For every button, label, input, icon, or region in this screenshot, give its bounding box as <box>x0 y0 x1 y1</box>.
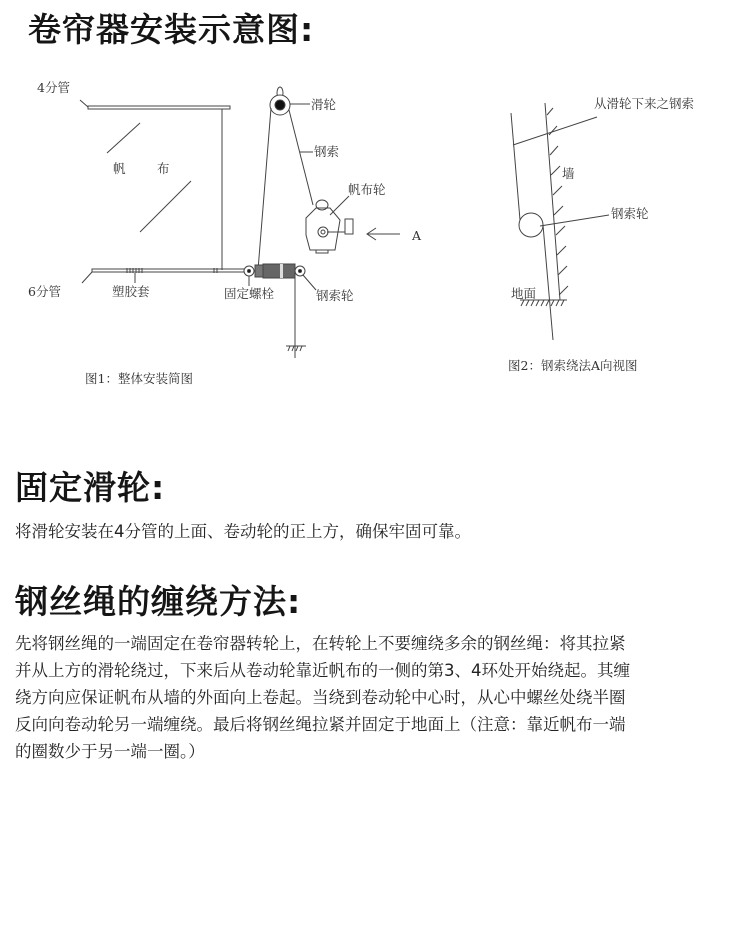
section-heading-winding-method: 钢丝绳的缠绕方法: <box>15 582 302 621</box>
body-line: 并从上方的滑轮绕过，下来后从卷动轮靠近帆布的一侧的第3、4环处开始绕起。其缠 <box>15 661 630 680</box>
figure-2-cable-winding <box>511 103 609 340</box>
section-body-winding-method <box>15 630 740 765</box>
pipe-4-leader <box>80 100 88 107</box>
direction-a-arrow-icon <box>367 228 400 240</box>
figure-1-overall-installation <box>80 87 400 358</box>
ground-hatch <box>286 346 306 351</box>
body-line: 反向向卷动轮另一端缠绕。最后将钢丝绳拉紧并固定于地面上（注意：靠近帆布一端 <box>15 715 626 734</box>
figure-2-caption: 图2：钢索绕法A向视图 <box>508 358 638 373</box>
plastic-sleeve <box>127 268 217 283</box>
label-pipe-6: 6分管 <box>28 284 61 299</box>
pipe-6-leader <box>82 272 92 283</box>
label-cable-wheel: 钢索轮 <box>611 206 649 221</box>
body-line: 的圈数少于另一端一圈。） <box>15 742 205 761</box>
canvas-hatch <box>140 181 191 232</box>
label-canvas-wheel: 帆布轮 <box>348 182 386 197</box>
installation-diagrams <box>0 0 750 400</box>
section-heading-fix-pulley: 固定滑轮: <box>15 468 166 507</box>
body-line: 先将钢丝绳的一端固定在卷帘器转轮上，在转轮上不要缠绕多余的钢丝绳：将其拉紧 <box>15 634 626 653</box>
cable-down <box>511 113 520 220</box>
label-ground: 地面 <box>511 286 537 301</box>
figure-1-caption: 图1：整体安装简图 <box>85 371 193 386</box>
pulley-icon <box>270 87 310 115</box>
label-cable-wheel: 钢索轮 <box>316 288 354 303</box>
label-fixing-bolt: 固定螺栓 <box>224 286 275 301</box>
cable-to-ground <box>543 225 553 340</box>
label-plastic-sleeve: 塑胶套 <box>112 284 150 299</box>
page-title: 卷帘器安装示意图: <box>28 10 315 49</box>
fixing-bolt-icon <box>244 264 295 286</box>
cable-wheel-leader <box>540 215 609 226</box>
label-direction-a: A <box>412 228 422 243</box>
section-body-fix-pulley: 将滑轮安装在4分管的上面、卷动轮的正上方，确保牢固可靠。 <box>15 522 471 541</box>
label-wall: 墙 <box>562 166 575 181</box>
cable-leader <box>513 117 597 145</box>
label-pulley: 滑轮 <box>311 97 337 112</box>
label-canvas-1: 帆 <box>113 161 126 176</box>
label-canvas-2: 布 <box>157 161 170 176</box>
cable-left <box>258 108 271 270</box>
cable-right <box>289 110 313 205</box>
pipe-6 <box>92 269 247 272</box>
cable-wheel-icon <box>519 213 543 237</box>
canvas-hatch <box>107 123 140 153</box>
label-cable-from-pulley: 从滑轮下来之钢索 <box>594 96 695 111</box>
pipe-4 <box>88 106 230 109</box>
cable-wheel-icon <box>295 266 316 290</box>
body-line: 绕方向应保证帆布从墙的外面向上卷起。当绕到卷动轮中心时，从心中螺丝处绕半圈 <box>15 688 626 707</box>
label-pipe-4: 4分管 <box>37 80 70 95</box>
label-cable: 钢索 <box>314 144 340 159</box>
